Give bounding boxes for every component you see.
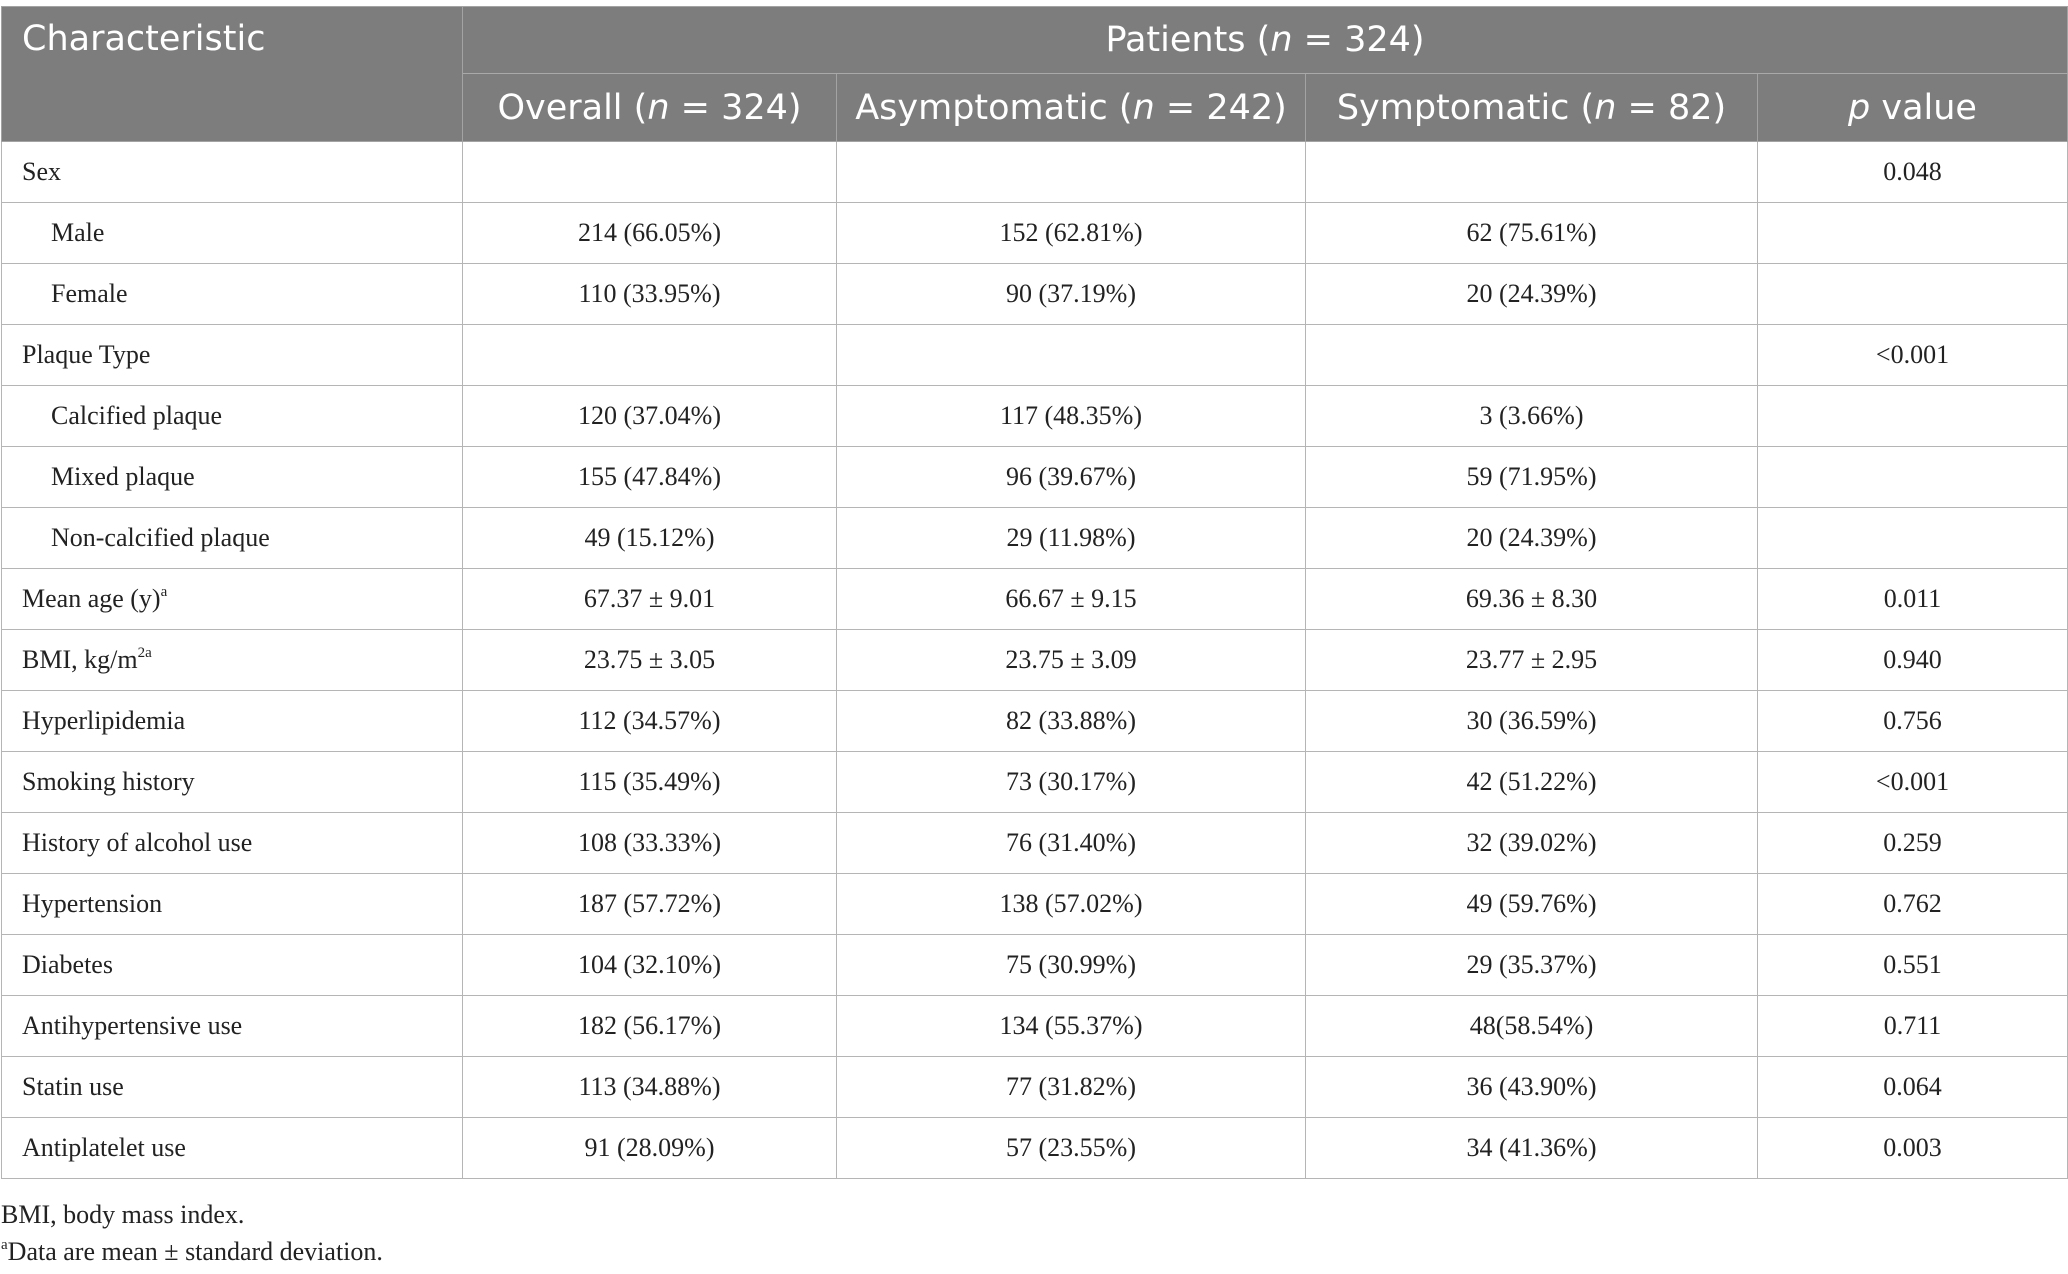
cell-symptomatic: 30 (36.59%) [1306,691,1758,752]
cell-p-value [1758,386,2068,447]
cell-asymptomatic: 73 (30.17%) [837,752,1306,813]
cell-overall: 120 (37.04%) [463,386,837,447]
cell-asymptomatic: 75 (30.99%) [837,935,1306,996]
table-row [2,935,2068,996]
cell-overall: 23.75 ± 3.05 [463,630,837,691]
header-symptomatic: Symptomatic (n = 82) [1306,74,1758,142]
footnote-a: $^a$Data are mean ± standard deviation. [1,1237,383,1266]
row-label: Male [2,203,463,264]
cell-symptomatic [1306,325,1758,386]
row-label: Non-calcified plaque [2,508,463,569]
table-row [2,142,2068,203]
header-patients-group: Patients (n = 324) [463,7,2068,74]
cell-asymptomatic: 90 (37.19%) [837,264,1306,325]
cell-symptomatic: 69.36 ± 8.30 [1306,569,1758,630]
row-label: Sex [2,142,463,203]
cell-asymptomatic: 96 (39.67%) [837,447,1306,508]
row-label: Antiplatelet use [2,1118,463,1179]
cell-symptomatic: 32 (39.02%) [1306,813,1758,874]
cell-symptomatic: 20 (24.39%) [1306,264,1758,325]
row-label: History of alcohol use [2,813,463,874]
cell-asymptomatic: 138 (57.02%) [837,874,1306,935]
cell-asymptomatic: 152 (62.81%) [837,203,1306,264]
cell-overall: 182 (56.17%) [463,996,837,1057]
cell-asymptomatic: 29 (11.98%) [837,508,1306,569]
cell-asymptomatic: 77 (31.82%) [837,1057,1306,1118]
row-label: Mean age $(y)^a$ [2,569,463,630]
cell-p-value: <0.001 [1758,325,2068,386]
table-row [2,264,2068,325]
footnote-abbreviation: BMI, body mass index. [1,1200,245,1229]
footnote-marker: a [160,584,168,600]
header-asymptomatic: Asymptomatic (n = 242) [837,74,1306,142]
cell-overall: 112 (34.57%) [463,691,837,752]
cell-asymptomatic [837,142,1306,203]
characteristics-table-wrapper [1,6,2067,1179]
table-row [2,691,2068,752]
cell-p-value: <0.001 [1758,752,2068,813]
table-row [2,508,2068,569]
cell-symptomatic: 29 (35.37%) [1306,935,1758,996]
cell-p-value: 0.064 [1758,1057,2068,1118]
row-label: Calcified plaque [2,386,463,447]
table-body [2,142,2068,1179]
cell-p-value: 0.940 [1758,630,2068,691]
cell-asymptomatic: 134 (55.37%) [837,996,1306,1057]
row-label: Plaque Type [2,325,463,386]
row-label: Statin use [2,1057,463,1118]
table-row [2,752,2068,813]
table-row [2,630,2068,691]
cell-asymptomatic: 117 (48.35%) [837,386,1306,447]
cell-symptomatic: 62 (75.61%) [1306,203,1758,264]
cell-p-value: 0.011 [1758,569,2068,630]
table-row [2,1057,2068,1118]
cell-overall: 104 (32.10%) [463,935,837,996]
cell-overall: 113 (34.88%) [463,1057,837,1118]
table-row [2,447,2068,508]
cell-p-value [1758,203,2068,264]
cell-p-value: 0.756 [1758,691,2068,752]
row-label: Hypertension [2,874,463,935]
cell-symptomatic: 49 (59.76%) [1306,874,1758,935]
row-label: Smoking history [2,752,463,813]
cell-p-value: 0.259 [1758,813,2068,874]
table-row [2,813,2068,874]
footnote-marker: a [1,1237,8,1253]
cell-p-value: 0.003 [1758,1118,2068,1179]
row-label: Female [2,264,463,325]
row-label: BMI, $kg/m^{2a}$ [2,630,463,691]
cell-asymptomatic: 66.67 ± 9.15 [837,569,1306,630]
cell-overall: 110 (33.95%) [463,264,837,325]
cell-p-value: 0.048 [1758,142,2068,203]
patient-characteristics-table [1,6,2068,1179]
cell-symptomatic: 3 (3.66%) [1306,386,1758,447]
cell-asymptomatic: 82 (33.88%) [837,691,1306,752]
row-label: Diabetes [2,935,463,996]
table-row [2,386,2068,447]
cell-asymptomatic: 76 (31.40%) [837,813,1306,874]
table-row [2,996,2068,1057]
cell-p-value: 0.762 [1758,874,2068,935]
cell-symptomatic [1306,142,1758,203]
table-row [2,325,2068,386]
cell-overall [463,325,837,386]
header-characteristic: Characteristic [2,7,463,142]
cell-overall: 108 (33.33%) [463,813,837,874]
cell-p-value: 0.551 [1758,935,2068,996]
cell-symptomatic: 20 (24.39%) [1306,508,1758,569]
cell-p-value [1758,264,2068,325]
cell-overall: 91 (28.09%) [463,1118,837,1179]
cell-symptomatic: 36 (43.90%) [1306,1057,1758,1118]
cell-p-value: 0.711 [1758,996,2068,1057]
cell-symptomatic: 59 (71.95%) [1306,447,1758,508]
table-row [2,1118,2068,1179]
cell-asymptomatic: 23.75 ± 3.09 [837,630,1306,691]
cell-overall [463,142,837,203]
table-footnotes [1,1196,383,1270]
cell-overall: 187 (57.72%) [463,874,837,935]
cell-overall: 155 (47.84%) [463,447,837,508]
row-label: Hyperlipidemia [2,691,463,752]
table-header [2,7,2068,142]
cell-symptomatic: 48(58.54%) [1306,996,1758,1057]
footnote-marker: 2a [137,645,152,661]
row-label: Mixed plaque [2,447,463,508]
cell-overall: 214 (66.05%) [463,203,837,264]
header-p-value: p value [1758,74,2068,142]
row-label: Antihypertensive use [2,996,463,1057]
cell-overall: 115 (35.49%) [463,752,837,813]
cell-overall: 49 (15.12%) [463,508,837,569]
cell-symptomatic: 42 (51.22%) [1306,752,1758,813]
cell-p-value [1758,508,2068,569]
table-row [2,569,2068,630]
cell-asymptomatic [837,325,1306,386]
cell-p-value [1758,447,2068,508]
cell-asymptomatic: 57 (23.55%) [837,1118,1306,1179]
cell-symptomatic: 34 (41.36%) [1306,1118,1758,1179]
table-row [2,874,2068,935]
cell-symptomatic: 23.77 ± 2.95 [1306,630,1758,691]
header-overall: Overall (n = 324) [463,74,837,142]
table-row [2,203,2068,264]
cell-overall: 67.37 ± 9.01 [463,569,837,630]
